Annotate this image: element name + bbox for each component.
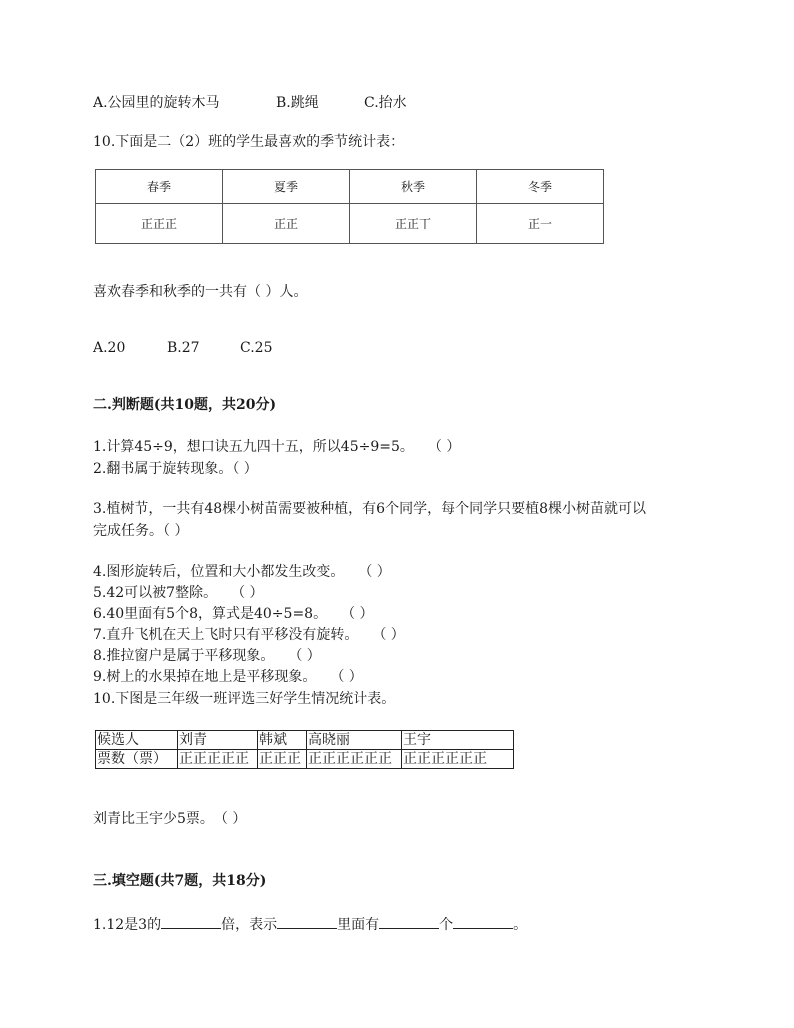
section-2-heading: 二.判断题(共10题，共20分): [93, 397, 277, 413]
vote-cell: 票数（票）: [96, 750, 178, 769]
season-tally-cell: 正正丅: [350, 204, 477, 244]
judge-item: 4.图形旋转后，位置和大小都发生改变。 （ ）: [93, 564, 391, 580]
fill-q1-text: 1.12是3的: [93, 917, 162, 933]
vote-cell: 王宇: [402, 731, 514, 750]
vote-cell: 韩斌: [258, 731, 307, 750]
fill-q1-text: 。: [513, 917, 528, 933]
vote-count-row: [96, 750, 514, 769]
vote-cell: 刘青: [178, 731, 258, 750]
season-tally-cell: 正正: [223, 204, 350, 244]
season-tally-cell: 正正正: [96, 204, 223, 244]
vote-cell: 候选人: [96, 731, 178, 750]
answer-blank[interactable]: [161, 914, 221, 929]
q9-option-c: C.抬水: [364, 95, 407, 111]
q10-option-c: C.25: [240, 340, 273, 356]
answer-blank[interactable]: [379, 914, 439, 929]
season-tally-row: [96, 204, 604, 244]
season-tally-cell: 正一: [477, 204, 604, 244]
judge-item: 10.下图是三年级一班评选三好学生情况统计表。: [93, 691, 396, 707]
answer-blank[interactable]: [453, 914, 513, 929]
vote-cell: 正正正: [258, 750, 307, 769]
q10-question: 喜欢春季和秋季的一共有（ ）人。: [93, 284, 308, 300]
vote-cell: 正正正正正正: [402, 750, 514, 769]
season-header-cell: 夏季: [223, 170, 350, 204]
fill-q1: [93, 914, 527, 934]
judge-item: 1.计算45÷9，想口诀五九四十五，所以45÷9=5。 （ ）: [93, 439, 461, 455]
q10-option-a: A.20: [93, 340, 126, 356]
season-tally-table: [95, 169, 604, 244]
fill-q1-text: 倍，表示: [221, 917, 278, 933]
vote-table: [95, 730, 514, 769]
season-header-cell: 秋季: [350, 170, 477, 204]
fill-q1-text: 里面有: [337, 917, 380, 933]
q9-option-a: A.公园里的旋转木马: [93, 95, 220, 111]
judge-item: 2.翻书属于旋转现象。（ ）: [93, 461, 258, 477]
season-header-cell: 冬季: [477, 170, 604, 204]
q10-title: 10.下面是二（2）班的学生最喜欢的季节统计表：: [93, 134, 405, 150]
season-header-row: [96, 170, 604, 204]
q10-option-b: B.27: [167, 340, 200, 356]
vote-cell: 正正正正正正: [307, 750, 402, 769]
vote-cell: 正正正正正: [178, 750, 258, 769]
judge-item: 9.树上的水果掉在地上是平移现象。 （ ）: [93, 669, 363, 685]
vote-cell: 高晓丽: [307, 731, 402, 750]
vote-header-row: [96, 731, 514, 750]
season-header-cell: 春季: [96, 170, 223, 204]
fill-q1-text: 个: [439, 917, 454, 933]
answer-blank[interactable]: [277, 914, 337, 929]
judge-item-continued: 完成任务。（ ）: [93, 523, 189, 539]
judge-item: 8.推拉窗户是属于平移现象。 （ ）: [93, 648, 321, 664]
section-3-heading: 三.填空题(共7题，共18分): [93, 873, 267, 889]
judge-item: 3.植树节，一共有48棵小树苗需要被种植，有6个同学，每个同学只要植8棵小树苗就可以: [93, 501, 646, 517]
judge-item: 6.40里面有5个8，算式是40÷5=8。 （ ）: [93, 606, 374, 622]
judge-q10-statement: 刘青比王宇少5票。 （ ）: [93, 811, 247, 827]
q9-option-b: B.跳绳: [276, 95, 319, 111]
judge-item: 7.直升飞机在天上飞时只有平移没有旋转。 （ ）: [93, 627, 405, 643]
judge-item: 5.42可以被7整除。 （ ）: [93, 585, 264, 601]
